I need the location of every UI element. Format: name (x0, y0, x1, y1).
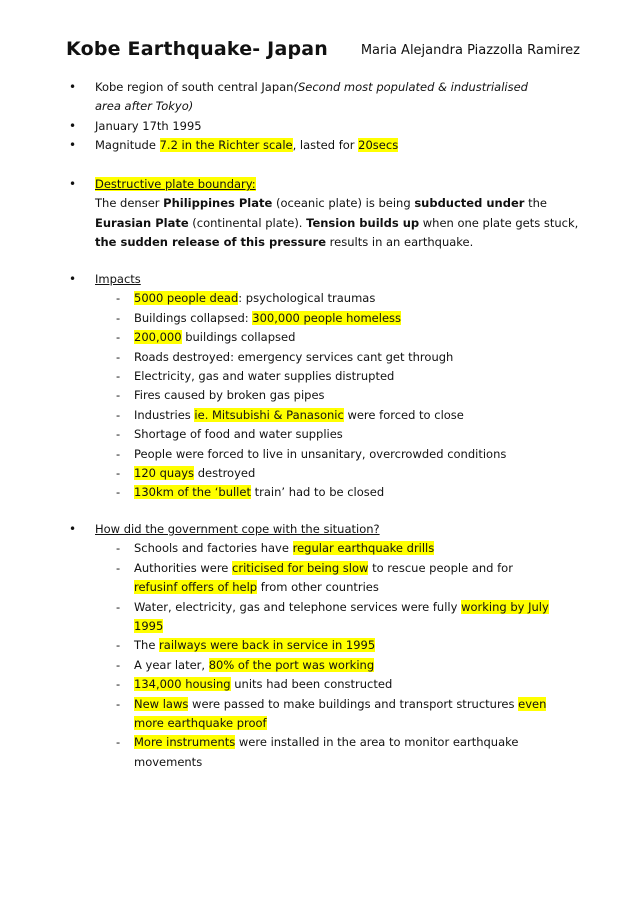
list-item: - Fires caused by broken gas pipes (66, 386, 586, 405)
highlight: 20secs (358, 138, 399, 153)
list-item: - Water, electricity, gas and telephone services were fully working by July 1995 (66, 598, 586, 637)
plate-section (66, 175, 586, 253)
list-item: - 134,000 housing units had been constructed (66, 675, 586, 694)
list-item: - More instruments were installed in the area to monitor earthquake movements (66, 733, 586, 772)
list-item: - Buildings collapsed: 300,000 people homeless (66, 309, 586, 328)
list-item: - A year later, 80% of the port was working (66, 656, 586, 675)
facts-section (66, 78, 586, 156)
section-heading: Impacts (95, 272, 141, 286)
government-list (66, 539, 586, 772)
list-item: - People were forced to live in unsanitary, overcrowded conditions (66, 445, 586, 464)
government-section (66, 520, 586, 772)
list-item: - New laws were passed to make buildings and transport structures even more earthquake proof (66, 695, 586, 734)
highlight: 7.2 in the Richter scale (159, 138, 293, 153)
list-item: - Schools and factories have regular earthquake drills (66, 539, 586, 558)
list-item: - Authorities were criticised for being slow to rescue people and for refusinf offers of help from other countries (66, 559, 586, 598)
section-heading: Destructive plate boundary: (95, 177, 256, 191)
list-item: - 120 quays destroyed (66, 464, 586, 483)
list-item (66, 520, 586, 539)
list-item: - The railways were back in service in 1995 (66, 636, 586, 655)
impacts-list (66, 289, 586, 502)
section-heading: How did the government cope with the situation? (95, 522, 380, 536)
list-item: • Kobe region of south central Japan(Second most populated & industrialised area after Tokyo) (66, 78, 586, 117)
list-item (66, 270, 586, 289)
impacts-section (66, 270, 586, 503)
list-item: - Roads destroyed: emergency services cant get through (66, 348, 586, 367)
author-name: Maria Alejandra Piazzolla Ramirez (360, 43, 580, 58)
list-item: • January 17th 1995 (66, 117, 586, 136)
list-item: • Destructive plate boundary: The denser Philippines Plate (oceanic plate) is being subducted under the Eurasian Plate (continental plate). Tension builds up when one plate gets stuck, the sudden release of this pressure results in an earthquake. (66, 175, 586, 253)
document-title: Kobe Earthquake- Japan (66, 38, 329, 60)
list-item: - Electricity, gas and water supplies distrupted (66, 367, 586, 386)
list-item: - Industries ie. Mitsubishi & Panasonic were forced to close (66, 406, 586, 425)
list-item: - 200,000 buildings collapsed (66, 328, 586, 347)
list-item: - 5000 people dead: psychological traumas (66, 289, 586, 308)
list-item: - Shortage of food and water supplies (66, 425, 586, 444)
list-item: - 130km of the ‘bullet train’ had to be closed (66, 483, 586, 502)
list-item: • Magnitude 7.2 in the Richter scale, lasted for 20secs (66, 136, 586, 155)
